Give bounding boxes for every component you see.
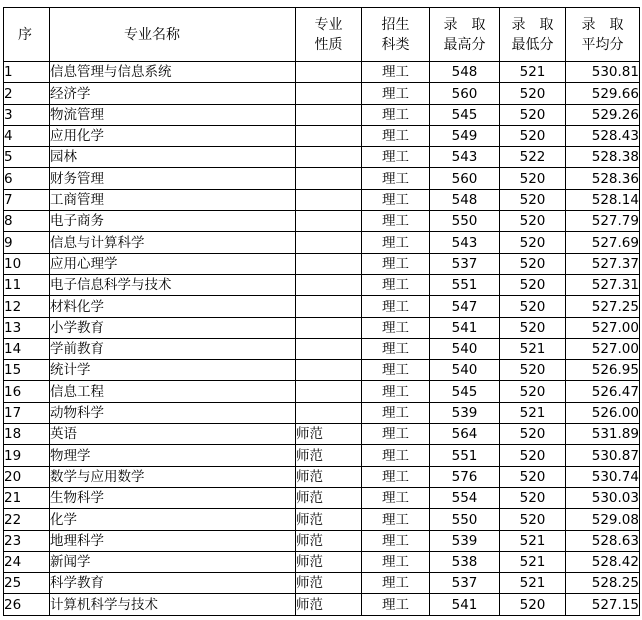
cell-major-name: 信息工程	[50, 381, 296, 402]
cell-major-type	[296, 232, 362, 253]
cell-avg-score: 528.63	[566, 530, 640, 551]
cell-major-type	[296, 253, 362, 274]
cell-avg-score: 527.31	[566, 274, 640, 295]
header-avg-score	[566, 8, 640, 62]
cell-max-score: 576	[430, 466, 500, 487]
cell-avg-score: 530.74	[566, 466, 640, 487]
cell-avg-score: 527.15	[566, 594, 640, 615]
cell-min-score: 521	[500, 402, 566, 423]
cell-max-score: 547	[430, 296, 500, 317]
cell-min-score: 520	[500, 594, 566, 615]
cell-avg-score: 529.26	[566, 104, 640, 125]
cell-max-score: 538	[430, 551, 500, 572]
cell-avg-score: 530.81	[566, 62, 640, 83]
cell-min-score: 520	[500, 509, 566, 530]
header-min-score	[500, 8, 566, 62]
cell-min-score: 521	[500, 530, 566, 551]
table-row	[4, 338, 640, 359]
cell-seq: 10	[4, 253, 50, 274]
cell-major-name: 小学教育	[50, 317, 296, 338]
header-seq	[4, 8, 50, 62]
header-category-line2: 科类	[381, 36, 410, 53]
cell-seq: 15	[4, 360, 50, 381]
cell-avg-score: 530.03	[566, 487, 640, 508]
table-row	[4, 594, 640, 615]
cell-seq: 14	[4, 338, 50, 359]
table-header	[4, 8, 640, 62]
cell-avg-score: 528.38	[566, 147, 640, 168]
cell-major-type: 师范	[296, 573, 362, 594]
cell-major-type	[296, 317, 362, 338]
table-row	[4, 296, 640, 317]
cell-avg-score: 527.79	[566, 211, 640, 232]
cell-category: 理工	[362, 104, 430, 125]
table-row	[4, 125, 640, 146]
cell-seq: 2	[4, 83, 50, 104]
cell-seq: 25	[4, 573, 50, 594]
cell-seq: 13	[4, 317, 50, 338]
cell-min-score: 520	[500, 253, 566, 274]
cell-major-type: 师范	[296, 466, 362, 487]
cell-category: 理工	[362, 125, 430, 146]
cell-min-score: 520	[500, 466, 566, 487]
cell-avg-score: 527.25	[566, 296, 640, 317]
cell-major-name: 动物科学	[50, 402, 296, 423]
cell-min-score: 520	[500, 381, 566, 402]
cell-category: 理工	[362, 296, 430, 317]
table-row	[4, 551, 640, 572]
cell-avg-score: 531.89	[566, 424, 640, 445]
cell-avg-score: 528.42	[566, 551, 640, 572]
cell-seq: 20	[4, 466, 50, 487]
table-row	[4, 402, 640, 423]
cell-major-name: 应用化学	[50, 125, 296, 146]
cell-seq: 8	[4, 211, 50, 232]
cell-max-score: 545	[430, 381, 500, 402]
cell-avg-score: 528.25	[566, 573, 640, 594]
header-major-type	[296, 8, 362, 62]
cell-major-name: 新闻学	[50, 551, 296, 572]
cell-min-score: 520	[500, 274, 566, 295]
cell-major-type	[296, 125, 362, 146]
cell-min-score: 521	[500, 62, 566, 83]
cell-major-type: 师范	[296, 594, 362, 615]
cell-max-score: 537	[430, 253, 500, 274]
cell-major-type: 师范	[296, 487, 362, 508]
cell-min-score: 520	[500, 168, 566, 189]
table-row	[4, 62, 640, 83]
cell-category: 理工	[362, 211, 430, 232]
cell-major-name: 信息与计算科学	[50, 232, 296, 253]
cell-major-type	[296, 62, 362, 83]
table-row	[4, 83, 640, 104]
cell-category: 理工	[362, 317, 430, 338]
table-row	[4, 253, 640, 274]
cell-major-type: 师范	[296, 530, 362, 551]
cell-seq: 12	[4, 296, 50, 317]
cell-avg-score: 530.87	[566, 445, 640, 466]
cell-major-name: 材料化学	[50, 296, 296, 317]
cell-category: 理工	[362, 147, 430, 168]
cell-avg-score: 528.14	[566, 189, 640, 210]
header-major-name-line1: 专业名称	[124, 26, 180, 43]
cell-min-score: 521	[500, 573, 566, 594]
table-row	[4, 104, 640, 125]
cell-max-score: 551	[430, 274, 500, 295]
cell-max-score: 560	[430, 168, 500, 189]
cell-major-type	[296, 168, 362, 189]
cell-min-score: 520	[500, 125, 566, 146]
cell-category: 理工	[362, 232, 430, 253]
table-row	[4, 168, 640, 189]
cell-min-score: 521	[500, 338, 566, 359]
cell-major-name: 经济学	[50, 83, 296, 104]
cell-major-name: 数学与应用数学	[50, 466, 296, 487]
header-min-score-line2: 最低分	[511, 36, 554, 53]
cell-max-score: 545	[430, 104, 500, 125]
header-max-score-line1: 录 取	[443, 16, 486, 33]
cell-major-type	[296, 147, 362, 168]
cell-category: 理工	[362, 551, 430, 572]
table-row	[4, 232, 640, 253]
header-major-type-line2: 性质	[314, 36, 343, 53]
cell-max-score: 540	[430, 360, 500, 381]
cell-category: 理工	[362, 274, 430, 295]
cell-max-score: 539	[430, 530, 500, 551]
cell-category: 理工	[362, 381, 430, 402]
cell-major-type	[296, 381, 362, 402]
cell-max-score: 548	[430, 62, 500, 83]
cell-category: 理工	[362, 189, 430, 210]
cell-seq: 26	[4, 594, 50, 615]
cell-min-score: 520	[500, 232, 566, 253]
cell-category: 理工	[362, 338, 430, 359]
cell-avg-score: 527.00	[566, 317, 640, 338]
cell-major-type	[296, 338, 362, 359]
cell-seq: 5	[4, 147, 50, 168]
cell-min-score: 520	[500, 83, 566, 104]
cell-seq: 6	[4, 168, 50, 189]
cell-major-name: 物理学	[50, 445, 296, 466]
cell-major-name: 生物科学	[50, 487, 296, 508]
cell-major-name: 物流管理	[50, 104, 296, 125]
cell-max-score: 539	[430, 402, 500, 423]
table-row	[4, 509, 640, 530]
cell-max-score: 537	[430, 573, 500, 594]
cell-avg-score: 526.95	[566, 360, 640, 381]
cell-major-type	[296, 211, 362, 232]
cell-min-score: 520	[500, 189, 566, 210]
cell-min-score: 522	[500, 147, 566, 168]
table-row	[4, 487, 640, 508]
cell-min-score: 520	[500, 104, 566, 125]
cell-major-type	[296, 274, 362, 295]
header-min-score-line1: 录 取	[511, 16, 554, 33]
cell-category: 理工	[362, 168, 430, 189]
cell-max-score: 550	[430, 509, 500, 530]
cell-category: 理工	[362, 509, 430, 530]
cell-seq: 9	[4, 232, 50, 253]
cell-avg-score: 529.08	[566, 509, 640, 530]
header-major-name	[50, 8, 296, 62]
header-avg-score-line2: 平均分	[581, 36, 624, 53]
cell-major-type: 师范	[296, 424, 362, 445]
table-row	[4, 466, 640, 487]
cell-min-score: 520	[500, 424, 566, 445]
header-major-type-line1: 专业	[314, 16, 343, 33]
cell-major-name: 电子商务	[50, 211, 296, 232]
cell-major-name: 计算机科学与技术	[50, 594, 296, 615]
cell-major-name: 电子信息科学与技术	[50, 274, 296, 295]
cell-max-score: 541	[430, 594, 500, 615]
table-row	[4, 147, 640, 168]
cell-seq: 21	[4, 487, 50, 508]
cell-seq: 18	[4, 424, 50, 445]
table-row	[4, 189, 640, 210]
cell-major-name: 工商管理	[50, 189, 296, 210]
cell-avg-score: 527.00	[566, 338, 640, 359]
cell-major-type	[296, 83, 362, 104]
cell-major-name: 应用心理学	[50, 253, 296, 274]
cell-seq: 11	[4, 274, 50, 295]
header-max-score-line2: 最高分	[443, 36, 486, 53]
cell-seq: 16	[4, 381, 50, 402]
cell-max-score: 543	[430, 232, 500, 253]
cell-avg-score: 526.47	[566, 381, 640, 402]
table-row	[4, 445, 640, 466]
cell-seq: 23	[4, 530, 50, 551]
table-row	[4, 274, 640, 295]
cell-max-score: 554	[430, 487, 500, 508]
table-row	[4, 424, 640, 445]
cell-category: 理工	[362, 487, 430, 508]
cell-major-name: 信息管理与信息系统	[50, 62, 296, 83]
cell-min-score: 520	[500, 296, 566, 317]
cell-seq: 24	[4, 551, 50, 572]
cell-major-type	[296, 104, 362, 125]
cell-max-score: 564	[430, 424, 500, 445]
cell-max-score: 549	[430, 125, 500, 146]
cell-max-score: 550	[430, 211, 500, 232]
cell-max-score: 548	[430, 189, 500, 210]
cell-category: 理工	[362, 360, 430, 381]
cell-major-name: 统计学	[50, 360, 296, 381]
admission-score-table	[3, 7, 640, 616]
cell-category: 理工	[362, 573, 430, 594]
cell-min-score: 520	[500, 360, 566, 381]
header-max-score	[430, 8, 500, 62]
cell-avg-score: 529.66	[566, 83, 640, 104]
cell-max-score: 560	[430, 83, 500, 104]
cell-avg-score: 528.43	[566, 125, 640, 146]
cell-min-score: 521	[500, 551, 566, 572]
cell-seq: 19	[4, 445, 50, 466]
cell-min-score: 520	[500, 211, 566, 232]
cell-major-name: 地理科学	[50, 530, 296, 551]
header-category-line1: 招生	[381, 16, 410, 33]
table-row	[4, 573, 640, 594]
cell-category: 理工	[362, 445, 430, 466]
cell-min-score: 520	[500, 317, 566, 338]
cell-major-name: 园林	[50, 147, 296, 168]
cell-major-name: 财务管理	[50, 168, 296, 189]
cell-major-type: 师范	[296, 551, 362, 572]
cell-seq: 7	[4, 189, 50, 210]
cell-avg-score: 526.00	[566, 402, 640, 423]
cell-category: 理工	[362, 253, 430, 274]
cell-category: 理工	[362, 594, 430, 615]
cell-avg-score: 527.69	[566, 232, 640, 253]
cell-seq: 3	[4, 104, 50, 125]
cell-max-score: 540	[430, 338, 500, 359]
header-row	[4, 8, 640, 62]
cell-major-name: 科学教育	[50, 573, 296, 594]
cell-max-score: 551	[430, 445, 500, 466]
table-row	[4, 381, 640, 402]
table-body	[4, 62, 640, 616]
cell-major-name: 英语	[50, 424, 296, 445]
cell-avg-score: 528.36	[566, 168, 640, 189]
cell-max-score: 543	[430, 147, 500, 168]
cell-min-score: 520	[500, 445, 566, 466]
cell-seq: 22	[4, 509, 50, 530]
cell-major-type	[296, 189, 362, 210]
cell-category: 理工	[362, 62, 430, 83]
cell-major-type: 师范	[296, 445, 362, 466]
cell-max-score: 541	[430, 317, 500, 338]
cell-category: 理工	[362, 466, 430, 487]
header-avg-score-line1: 录 取	[581, 16, 624, 33]
table-row	[4, 360, 640, 381]
cell-category: 理工	[362, 530, 430, 551]
cell-major-type	[296, 296, 362, 317]
table-row	[4, 317, 640, 338]
cell-seq: 4	[4, 125, 50, 146]
table-row	[4, 530, 640, 551]
cell-major-name: 学前教育	[50, 338, 296, 359]
cell-major-type	[296, 360, 362, 381]
cell-category: 理工	[362, 402, 430, 423]
header-category	[362, 8, 430, 62]
header-seq-line1: 序	[18, 26, 32, 43]
cell-major-type: 师范	[296, 509, 362, 530]
cell-seq: 1	[4, 62, 50, 83]
cell-seq: 17	[4, 402, 50, 423]
cell-category: 理工	[362, 83, 430, 104]
cell-min-score: 520	[500, 487, 566, 508]
cell-major-type	[296, 402, 362, 423]
cell-major-name: 化学	[50, 509, 296, 530]
cell-avg-score: 527.37	[566, 253, 640, 274]
cell-category: 理工	[362, 424, 430, 445]
table-row	[4, 211, 640, 232]
